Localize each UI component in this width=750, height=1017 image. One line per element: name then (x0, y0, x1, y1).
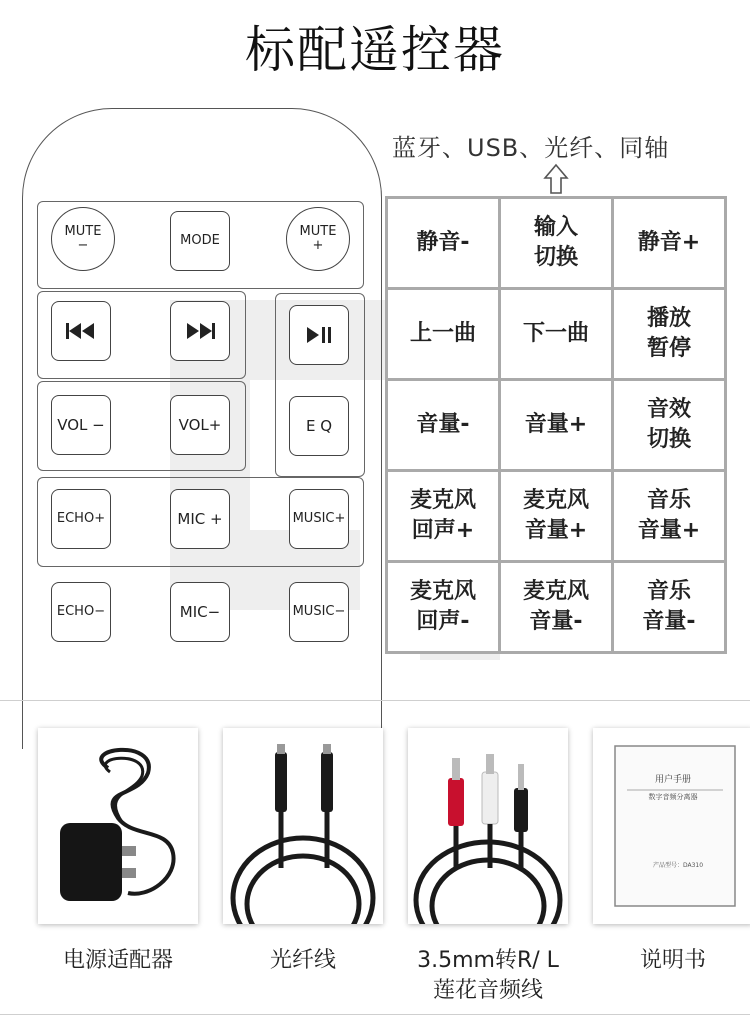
eq-button[interactable] (289, 396, 349, 456)
function-table-cell: 音乐 音量+ (613, 471, 726, 562)
function-table-cell: 输入 切换 (500, 198, 613, 289)
previous-track-icon (64, 321, 98, 341)
optical-cable-card (223, 728, 383, 924)
function-table-row (387, 562, 726, 653)
mute-plus-button[interactable] (286, 207, 350, 271)
mode-button[interactable] (170, 211, 230, 271)
next-track-icon (183, 321, 217, 341)
volume-down-button[interactable] (51, 395, 111, 455)
mute-minus-sign: − (77, 238, 89, 253)
function-table-cell: 播放 暂停 (613, 289, 726, 380)
section-divider (0, 700, 750, 701)
function-table-row (387, 471, 726, 562)
manual-card (593, 728, 750, 924)
rca-cable-icon (408, 728, 568, 924)
play-pause-button[interactable] (289, 305, 349, 365)
function-table-cell: 静音- (387, 198, 500, 289)
function-table-cell: 音乐 音量- (613, 562, 726, 653)
mic-plus-button[interactable] (170, 489, 230, 549)
optical-cable-icon (223, 728, 383, 924)
page-title: 标配遥控器 (245, 21, 505, 79)
power-adapter-icon (38, 728, 198, 924)
manual-icon (593, 728, 750, 924)
previous-track-button[interactable] (51, 301, 111, 361)
echo-minus-label: ECHO− (56, 603, 106, 619)
function-table-cell: 下一曲 (500, 289, 613, 380)
music-minus-button[interactable] (289, 582, 349, 642)
mic-minus-button[interactable] (170, 582, 230, 642)
echo-plus-button[interactable] (51, 489, 111, 549)
function-table-cell: 静音+ (613, 198, 726, 289)
play-pause-icon (302, 325, 336, 345)
function-table-cell: 麦克风 音量- (500, 562, 613, 653)
function-table-row (387, 289, 726, 380)
caption-rca-cable: 3.5mm转R/ L 莲花音频线 (417, 948, 559, 1003)
function-table-cell: 音量- (387, 380, 500, 471)
mode-label: MODE (180, 232, 220, 248)
function-table-row (387, 198, 726, 289)
manual-model: 产品型号：DA310 (653, 862, 704, 869)
rca-cable-card (408, 728, 568, 924)
caption-optical-cable: 光纤线 (269, 948, 336, 973)
power-adapter-card (38, 728, 198, 924)
mic-minus-label: MIC− (179, 602, 221, 621)
next-track-button[interactable] (170, 301, 230, 361)
function-table-cell: 麦克风 音量+ (500, 471, 613, 562)
bottom-divider (0, 1014, 750, 1015)
function-table (385, 196, 727, 654)
input-sources-label: 蓝牙、USB、光纤、同轴 (392, 134, 670, 162)
mic-plus-label: MIC + (177, 509, 223, 528)
caption-manual: 说明书 (639, 948, 706, 973)
mute-minus-label: MUTE (64, 223, 102, 239)
echo-minus-button[interactable] (51, 582, 111, 642)
music-plus-button[interactable] (289, 489, 349, 549)
echo-plus-label: ECHO+ (56, 510, 106, 526)
music-plus-label: MUSIC+ (292, 510, 346, 526)
function-table-cell: 麦克风 回声+ (387, 471, 500, 562)
mute-plus-label: MUTE (299, 223, 337, 239)
volume-down-label: VOL − (57, 415, 105, 434)
up-arrow-icon (543, 163, 569, 195)
volume-up-label: VOL+ (178, 415, 222, 434)
mute-plus-sign: + (312, 238, 324, 253)
function-table-cell: 音量+ (500, 380, 613, 471)
mute-minus-button[interactable] (51, 207, 115, 271)
music-minus-label: MUSIC− (292, 603, 346, 619)
function-table-row (387, 380, 726, 471)
volume-up-button[interactable] (170, 395, 230, 455)
manual-title: 用户手册 (654, 775, 691, 785)
remote-outline (22, 108, 382, 749)
function-table-cell: 上一曲 (387, 289, 500, 380)
manual-subtitle: 数字音频分离器 (648, 793, 698, 801)
function-table-cell: 音效 切换 (613, 380, 726, 471)
caption-power-adapter: 电源适配器 (62, 948, 173, 973)
function-table-cell: 麦克风 回声- (387, 562, 500, 653)
eq-label: E Q (305, 416, 333, 435)
